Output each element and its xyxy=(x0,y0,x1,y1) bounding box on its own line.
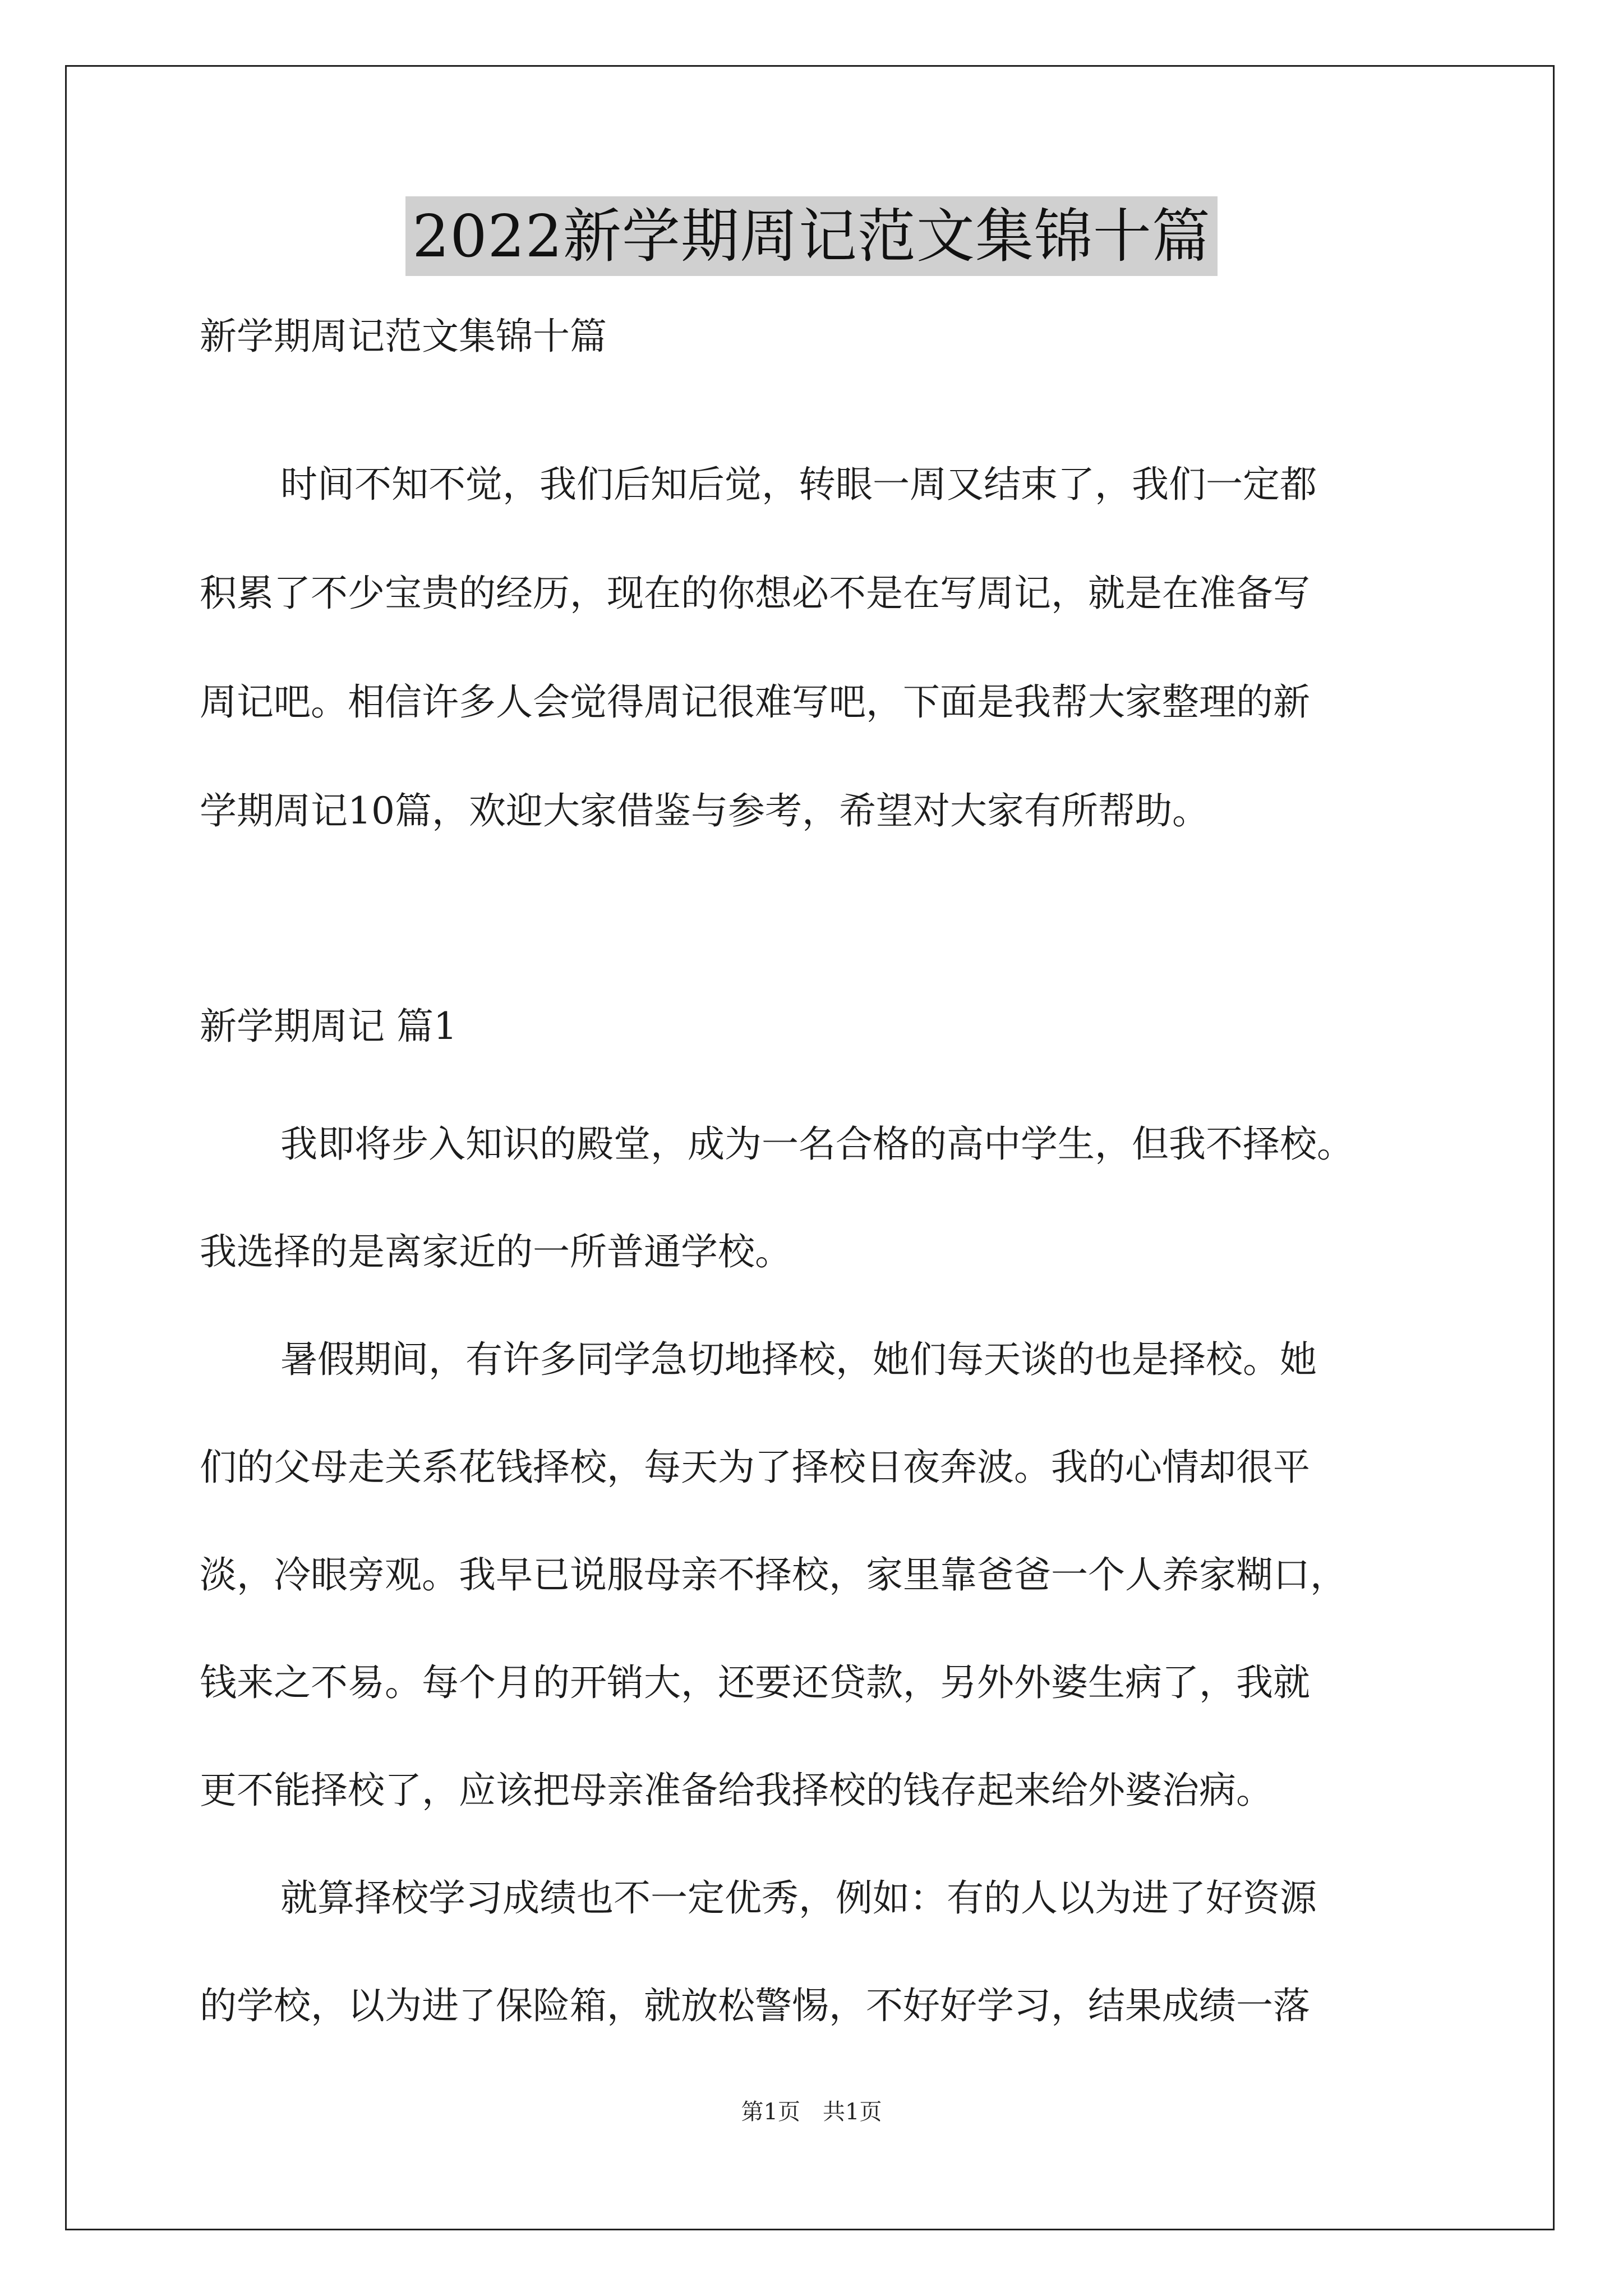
body-line: 我即将步入知识的殿堂，成为一名合格的高中学生，但我不择校。 xyxy=(280,1122,1354,1166)
section-heading: 新学期周记 篇1 xyxy=(200,1005,457,1048)
title-container xyxy=(0,196,1623,276)
body-line: 的学校，以为进了保险箱，就放松警惕，不好好学习，结果成绩一落 xyxy=(200,1984,1310,2027)
intro-line: 时间不知不觉，我们后知后觉，转眼一周又结束了，我们一定都 xyxy=(280,463,1317,506)
body-line: 淡，冷眼旁观。我早已说服母亲不择校，家里靠爸爸一个人养家糊口， xyxy=(200,1553,1347,1596)
subtitle: 新学期周记范文集锦十篇 xyxy=(200,315,607,358)
body-line: 们的父母走关系花钱择校，每天为了择校日夜奔波。我的心情却很平 xyxy=(200,1446,1310,1489)
body-line: 更不能择校了，应该把母亲准备给我择校的钱存起来给外婆治病。 xyxy=(200,1769,1273,1812)
intro-line: 学期周记10篇，欢迎大家借鉴与参考，希望对大家有所帮助。 xyxy=(200,789,1209,832)
body-line: 暑假期间，有许多同学急切地择校，她们每天谈的也是择校。她 xyxy=(280,1338,1317,1381)
body-line: 钱来之不易。每个月的开销大，还要还贷款，另外外婆生病了，我就 xyxy=(200,1661,1310,1704)
page-footer: 第1页 共1页 xyxy=(741,2099,882,2125)
intro-line: 积累了不少宝贵的经历，现在的你想必不是在写周记，就是在准备写 xyxy=(200,572,1310,615)
document-title: 2022新学期周记范文集锦十篇 xyxy=(405,196,1218,276)
body-line: 就算择校学习成绩也不一定优秀，例如：有的人以为进了好资源 xyxy=(280,1876,1317,1920)
body-line: 我选择的是离家近的一所普通学校。 xyxy=(200,1230,792,1273)
intro-line: 周记吧。相信许多人会觉得周记很难写吧，下面是我帮大家整理的新 xyxy=(200,680,1310,724)
